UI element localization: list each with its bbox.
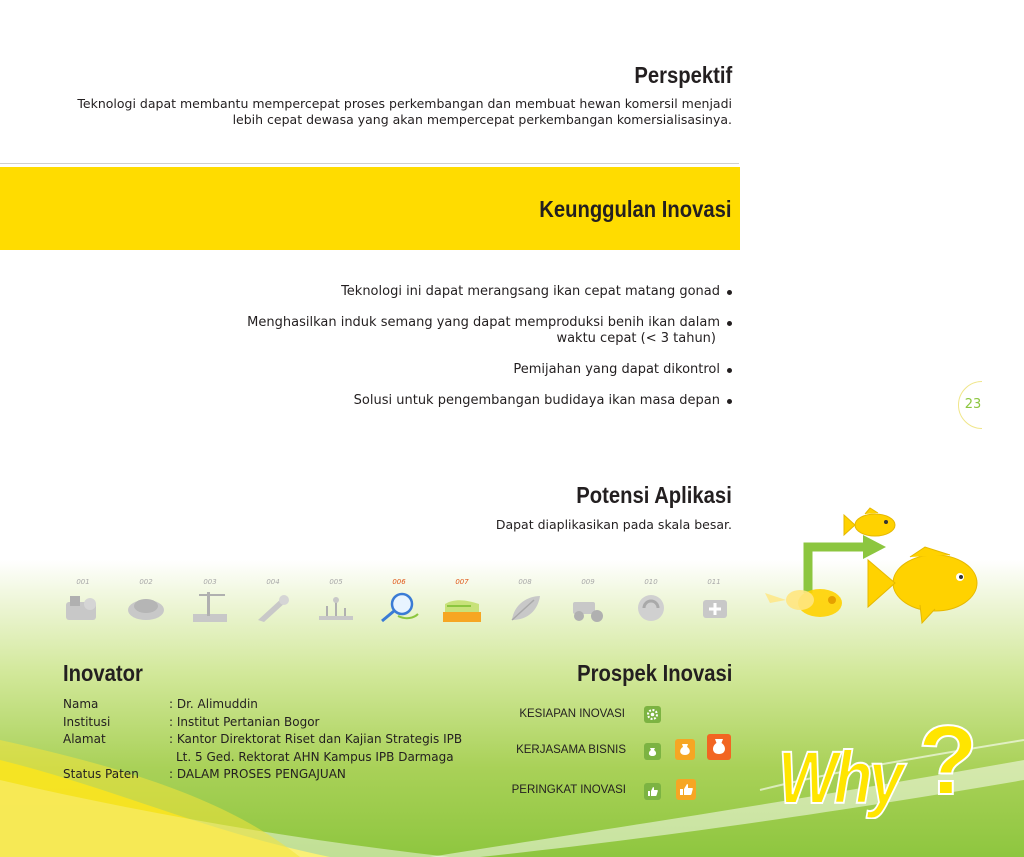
fish-large-icon	[868, 547, 977, 623]
category-number: 011	[707, 578, 721, 586]
magnifier-icon	[378, 590, 420, 624]
info-row	[63, 749, 469, 767]
potensi-text: Dapat diaplikasikan pada skala besar.	[495, 517, 732, 532]
list-item	[212, 315, 732, 347]
leaf-icon	[504, 590, 546, 624]
list-item-text: Solusi untuk pengembangan budidaya ikan masa depan	[353, 393, 720, 408]
info-row	[63, 696, 469, 714]
category-001	[58, 578, 108, 624]
rocket-icon	[252, 590, 294, 624]
gear-icon	[644, 706, 661, 723]
crane-icon	[189, 590, 231, 624]
why-logo-text: Why	[778, 736, 901, 819]
info-label: Institusi	[63, 714, 111, 729]
fish-small-icon	[844, 508, 895, 536]
category-007	[437, 578, 487, 624]
category-004	[248, 578, 298, 624]
list-item-text: Pemijahan yang dapat dikontrol	[513, 362, 720, 377]
category-number: 007	[455, 578, 469, 586]
category-006	[374, 578, 424, 624]
category-number: 009	[581, 578, 595, 586]
keunggulan-list	[212, 284, 732, 424]
category-003	[185, 578, 235, 624]
category-icon-row	[58, 578, 748, 630]
list-item-text: waktu cepat (< 3 tahun)	[556, 331, 716, 346]
category-005	[311, 578, 361, 624]
perspektif-line-2: lebih cepat dewasa yang akan mempercepat perkembangan komersialisasinya.	[232, 112, 732, 127]
info-value: : Institut Pertanian Bogor	[169, 714, 320, 729]
category-number: 004	[266, 578, 280, 586]
fish-larva-icon	[765, 589, 842, 617]
info-value: : Dr. Alimuddin	[169, 697, 258, 711]
list-item	[212, 362, 732, 378]
potensi-title: Potensi Aplikasi	[576, 482, 732, 508]
info-row	[63, 766, 469, 784]
prospek-label-kerjasama: KERJASAMA BISNIS	[516, 744, 626, 756]
info-label: Nama	[63, 697, 99, 711]
food-icon	[125, 590, 167, 624]
category-number: 006	[392, 578, 406, 586]
money-bag-icon	[644, 743, 661, 760]
fish-farm-icon	[441, 590, 483, 624]
category-number: 003	[203, 578, 217, 586]
list-item	[212, 284, 732, 300]
fish-illustration	[760, 505, 990, 630]
category-number: 010	[644, 578, 658, 586]
thumbs-up-icon	[676, 779, 696, 800]
health-icon	[693, 590, 735, 624]
keunggulan-title: Keunggulan Inovasi	[539, 196, 732, 222]
list-item-text: Menghasilkan induk semang yang dapat memproduksi benih ikan dalam	[247, 315, 720, 330]
category-011	[689, 578, 739, 624]
info-value: Lt. 5 Ged. Rektorat AHN Kampus IPB Darmaga	[176, 749, 454, 764]
money-bag-icon	[675, 739, 695, 760]
list-item	[212, 393, 732, 409]
list-item-text: Teknologi ini dapat merangsang ikan cepat matang gonad	[341, 284, 720, 299]
info-row	[63, 714, 469, 732]
perspektif-line-1: Teknologi dapat membantu mempercepat proses perkembangan dan membuat hewan komersil menjadi	[77, 96, 732, 111]
prospek-title: Prospek Inovasi	[576, 660, 732, 686]
category-010	[626, 578, 676, 624]
category-number: 008	[518, 578, 532, 586]
info-label: Status Paten	[63, 767, 139, 781]
thumbs-up-icon	[644, 783, 661, 800]
info-value: : Kantor Direktorat Riset dan Kajian Strategis IPB	[169, 732, 463, 746]
category-number: 002	[139, 578, 153, 586]
perspektif-title: Perspektif	[634, 62, 732, 88]
info-label	[63, 749, 169, 767]
factory-icon	[62, 590, 104, 624]
info-label: Alamat	[63, 732, 106, 746]
info-row	[63, 731, 469, 749]
category-number: 001	[76, 578, 90, 586]
category-number: 005	[329, 578, 343, 586]
info-value: : DALAM PROSES PENGAJUAN	[169, 767, 346, 781]
why-question-mark: ?	[918, 705, 978, 815]
divider	[0, 163, 739, 164]
prospek-label-kesiapan: KESIAPAN INOVASI	[519, 708, 625, 720]
perspektif-text	[32, 96, 732, 128]
prospek-label-peringkat: PERINGKAT INOVASI	[511, 784, 626, 796]
tractor-icon	[567, 590, 609, 624]
category-008	[500, 578, 550, 624]
category-002	[121, 578, 171, 624]
money-bag-icon	[707, 734, 731, 760]
page-number: 23	[964, 397, 982, 412]
category-009	[563, 578, 613, 624]
recycle-icon	[630, 590, 672, 624]
seedling-icon	[315, 590, 357, 624]
inovator-info	[63, 696, 469, 784]
inovator-title: Inovator	[63, 660, 143, 686]
